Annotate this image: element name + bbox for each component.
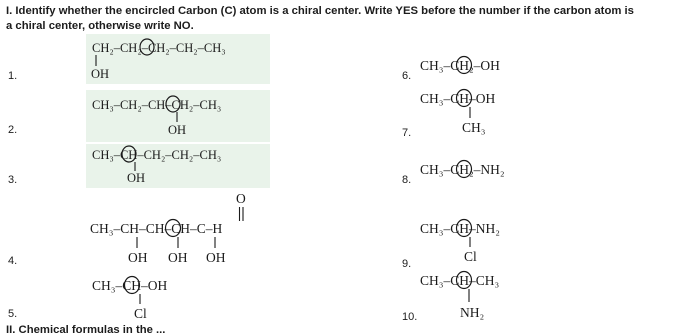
structure-5-formula: CH₃–CH–OH (92, 278, 168, 293)
structure-10-substituent: NH₂ (460, 305, 485, 320)
structure-2 (92, 96, 221, 137)
item-number-9: 9. (402, 258, 412, 270)
structure-2-formula: CH₃–CH₂–CH–CH₂–CH₃ (92, 98, 222, 112)
structure-9-substituent: Cl (464, 249, 477, 264)
structure-7 (420, 90, 495, 136)
instructions-line-1: I. Identify whether the encircled Carbon (C) atom is a chiral center. Write YES before the number if the carbon atom is (6, 5, 634, 17)
instructions-line-2: a chiral center, otherwise write NO. (6, 20, 194, 32)
structure-9 (420, 220, 500, 265)
item-number-4: 4. (8, 255, 18, 267)
item-number-8: 8. (402, 174, 412, 186)
item-number-5: 5. (8, 308, 18, 320)
structure-1-formula: CH₂–CH₂–CH₂–CH₂–CH₃ (92, 41, 226, 55)
structure-7-substituent: CH₃ (462, 120, 486, 135)
structure-3-substituent: OH (127, 171, 146, 185)
structure-5-substituent: Cl (134, 306, 147, 321)
structure-4-substituent-2: OH (168, 250, 188, 265)
structure-7-formula: CH₃–CH–OH (420, 91, 496, 106)
structure-1 (91, 39, 226, 81)
structure-3-formula: CH₃–CH–CH₂–CH₂–CH₃ (92, 148, 222, 162)
item-number-2: 2. (8, 124, 18, 136)
item-number-7: 7. (402, 127, 412, 139)
structure-2-substituent: OH (168, 123, 187, 137)
item-number-3: 3. (8, 174, 18, 186)
structure-8-formula: CH₃–CH₂–NH₂ (420, 162, 505, 177)
item-number-10: 10. (402, 311, 418, 323)
structure-9-formula: CH₃–CH–NH₂ (420, 221, 500, 236)
item-number-1: 1. (8, 70, 18, 82)
structure-4-substituent-3: OH (206, 250, 226, 265)
structure-1-substituent: OH (91, 67, 110, 81)
next-section-heading: II. Chemical formulas in the ... (6, 324, 166, 334)
structure-4-double-bond-atom: O (236, 191, 246, 206)
structure-5 (92, 277, 167, 322)
structure-6-formula: CH₃–CH₂–OH (420, 58, 500, 73)
structure-4-substituent-1: OH (128, 250, 148, 265)
structure-4-formula: CH₃–CH–CH–CH–C–H (90, 221, 223, 236)
structure-8 (420, 161, 505, 178)
structure-10-formula: CH₃–CH–CH₃ (420, 273, 500, 288)
structure-10 (420, 272, 499, 321)
structure-4 (90, 191, 246, 265)
item-number-6: 6. (402, 70, 412, 82)
structure-6 (420, 57, 500, 74)
structure-3 (92, 146, 221, 185)
